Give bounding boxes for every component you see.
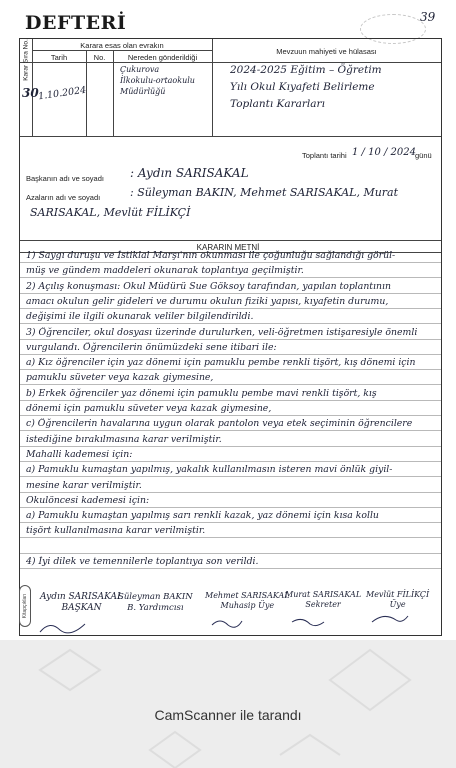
tarih-header: Tarih <box>50 53 68 62</box>
decision-line: mesine karar verilmiştir. <box>26 479 142 491</box>
tarih-value: 1.10.2024 <box>37 84 87 103</box>
meeting-date-suffix: günü <box>415 151 432 160</box>
mevzuun-header: Mevzuun mahiyeti ve hülasası <box>276 47 377 56</box>
camscanner-watermark-background <box>0 640 456 768</box>
decision-line: tişört kullanılmasına karar verilmiştir. <box>26 525 206 537</box>
decision-line: 4) İyi dilek ve temennilerle toplantıya son verildi. <box>26 556 259 567</box>
signature-block: Aydın SARISAKAL BAŞKAN <box>40 592 124 613</box>
signature-block: Mevlüt FİLİKÇİ Üye <box>366 590 430 609</box>
mevzuun-value: 2024-2025 Eğitim – Öğretim Yılı Okul Kıyafeti Belirleme Toplantı Kararları <box>230 64 382 110</box>
camscanner-footer: CamScanner ile tarandı <box>154 707 302 723</box>
decision-line: değişimi ile ilgili okunarak veliler bilgilendirildi. <box>26 311 254 323</box>
nereden-header: Nereden gönderildiği <box>127 53 198 62</box>
page-number: 39 <box>420 10 436 24</box>
decision-line: dönemi için pamuklu süveter veya kazak giymesine, <box>26 403 272 414</box>
decision-line: Mahalli kademesi için: <box>26 448 133 460</box>
decision-line: a) Kız öğrenciler için yaz dönemi için pamuklu pembe renkli tişört, kış dönemi için <box>26 357 416 369</box>
meeting-date-value: 1 / 10 / 2024 <box>352 147 416 158</box>
members-label: Azaların adı ve soyadı <box>26 193 101 202</box>
decision-line: 2) Açılış konuşması: Okul Müdürü Sue Göksoy tarafından, yapılan toplantının <box>26 280 391 292</box>
nereden-value: Çukurova İlkokulu-ortaokulu Müdürlüğü <box>120 65 195 96</box>
decision-line: 3) Öğrenciler, okul dosyası üzerinde durulurken, veli-öğretmen istişaresiyle önemli <box>26 326 418 338</box>
sira-no-header: Karar Sıra No. <box>22 39 29 81</box>
no-header: No. <box>93 53 106 62</box>
decision-line: c) Öğrencilerin havalarına uygun olarak pantolon veya etek seçiminin öğrencilere <box>26 418 413 430</box>
decision-line: Okulöncesi kademesi için: <box>26 494 150 506</box>
signature-block: Süleyman BAKIN B. Yardımcısı <box>118 592 193 613</box>
members-value-2: SARISAKAL, Mevlüt FİLİKÇİ <box>30 206 191 219</box>
signature-block: Murat SARISAKAL Sekreter <box>285 590 362 609</box>
chair-value: : Aydın SARISAKAL <box>130 166 249 180</box>
sira-no-value: 30 <box>22 86 39 100</box>
meeting-date-label: Toplantı tarihi <box>302 151 347 160</box>
decision-line: a) Pamuklu kumaştan yapılmış sarı renkli kazak, yaz dönemi için kısa kollu <box>26 510 379 522</box>
decision-line: müş ve gündem maddeleri okunarak toplantıya geçilmiştir. <box>26 265 304 277</box>
vertical-stamp: Kitapçıkları <box>19 585 31 627</box>
decision-line: istediğine bırakılmasına karar verilmiştir. <box>26 433 222 445</box>
decision-line: 1) Saygı duruşu ve İstiklal Marşı'nın okunması ile çoğunluğu sağlandığı görül- <box>26 250 396 261</box>
karar-metni-title: KARARIN METNİ <box>196 243 260 252</box>
karara-esas-header: Karara esas olan evrakın <box>80 41 164 50</box>
members-value-1: : Süleyman BAKIN, Mehmet SARISAKAL, Murat <box>130 186 399 199</box>
decision-line: a) Pamuklu kumaştan yapılmış, yakalık kullanılmasın isteren mavi önlük giyil- <box>26 464 393 476</box>
chair-label: Başkanın adı ve soyadı <box>26 174 104 183</box>
document-title: DEFTERİ <box>25 12 127 34</box>
decision-line: amacı okulun gelir gideleri ve durumu okulun fiziki yapısı, kıyafetin durumu, <box>26 295 389 307</box>
decision-line: b) Erkek öğrenciler yaz dönemi için pamuklu pembe mavi renkli tişört, kış <box>26 387 377 399</box>
decision-line: pamuklu süveter veya kazak giymesine, <box>26 372 214 384</box>
decision-line: vurgulandı. Öğrencilerin önümüzdeki sene itibari ile: <box>26 341 277 353</box>
signature-block: Mehmet SARISAKAL Muhasip Üye <box>205 591 290 610</box>
